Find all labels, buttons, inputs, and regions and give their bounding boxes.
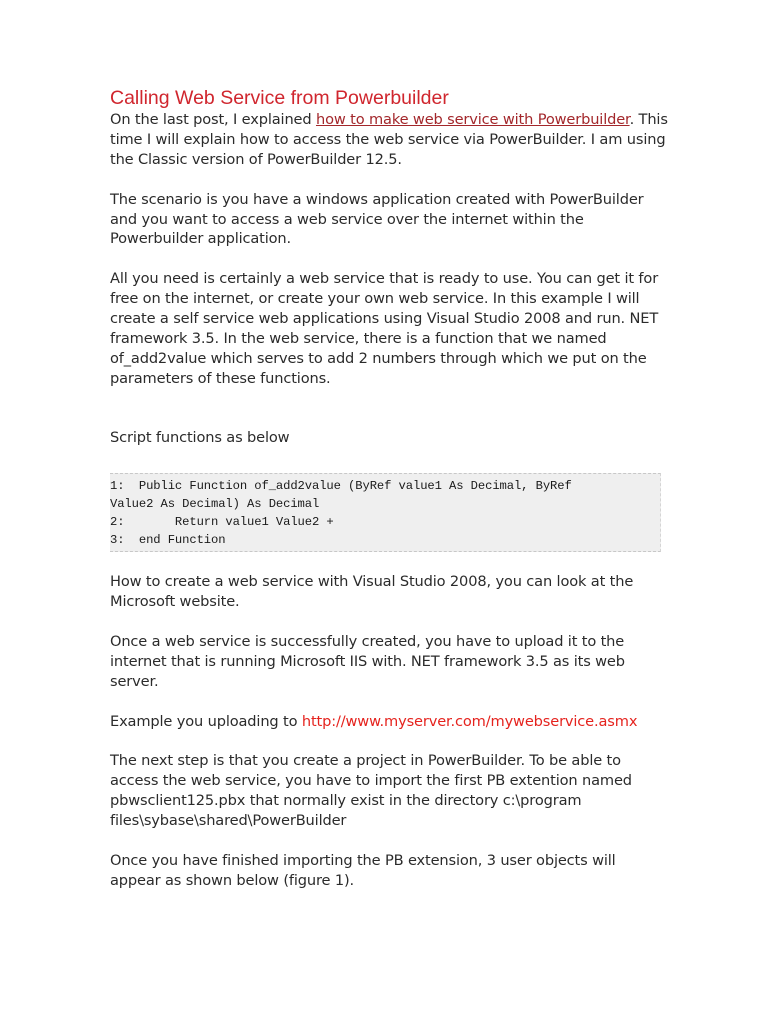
example-paragraph	[110, 712, 670, 732]
article-title: Calling Web Service from Powerbuilder	[110, 87, 449, 109]
intro-suffix: . This time I will explain how to access the web service via PowerBuilder. I am using the Classic version of PowerBuilder 12.5.	[110, 111, 668, 168]
howto-paragraph: How to create a web service with Visual Studio 2008, you can look at the Microsoft website.	[110, 573, 634, 611]
next-step-paragraph: The next step is that you create a project in PowerBuilder. To be able to access the web service, you have to import the first PB extention named pbwsclient125.pbx that normally exist in the directory c:\program files\sybase\shared\PowerBuilder	[110, 752, 632, 830]
upload-paragraph: Once a web service is successfully created, you have to upload it to the internet that is running Microsoft IIS with. NET framework 3.5 as its web server.	[110, 633, 625, 690]
finished-paragraph: Once you have finished importing the PB extension, 3 user objects will appear as shown below (figure 1).	[110, 851, 616, 889]
previous-post-link[interactable]: how to make web service with Powerbuilder	[315, 111, 630, 128]
example-prefix: Example you uploading to	[110, 712, 302, 730]
article	[110, 86, 670, 911]
code-line: 2: Return value1 Value2 +	[110, 515, 334, 530]
intro-prefix: On the last post, I explained	[110, 111, 316, 128]
code-line: Value2 As Decimal) As Decimal	[110, 497, 320, 512]
requirements-paragraph: All you need is certainly a web service that is ready to use. You can get it for free on the internet, or create your own web service. In this example I will create a self service web applications using Visual Studio 2008 and run. NET framework 3.5. In the web service, there is a function that we named of_add2value which serves to add 2 numbers through which we put on the parameters of these functions.	[110, 270, 659, 387]
spacer	[110, 409, 670, 429]
code-line: 3: end Function	[110, 533, 226, 548]
code-block	[110, 473, 661, 552]
code-line: 1: Public Function of_add2value (ByRef value1 As Decimal, ByRef	[110, 479, 572, 494]
scenario-paragraph: The scenario is you have a windows application created with PowerBuilder and you want to access a web service over the internet within the Powerbuilder application.	[110, 190, 644, 248]
intro-paragraph	[110, 110, 670, 170]
script-intro-paragraph: Script functions as below	[110, 429, 290, 447]
example-url-link[interactable]: http://www.myserver.com/mywebservice.asmx	[301, 712, 638, 730]
